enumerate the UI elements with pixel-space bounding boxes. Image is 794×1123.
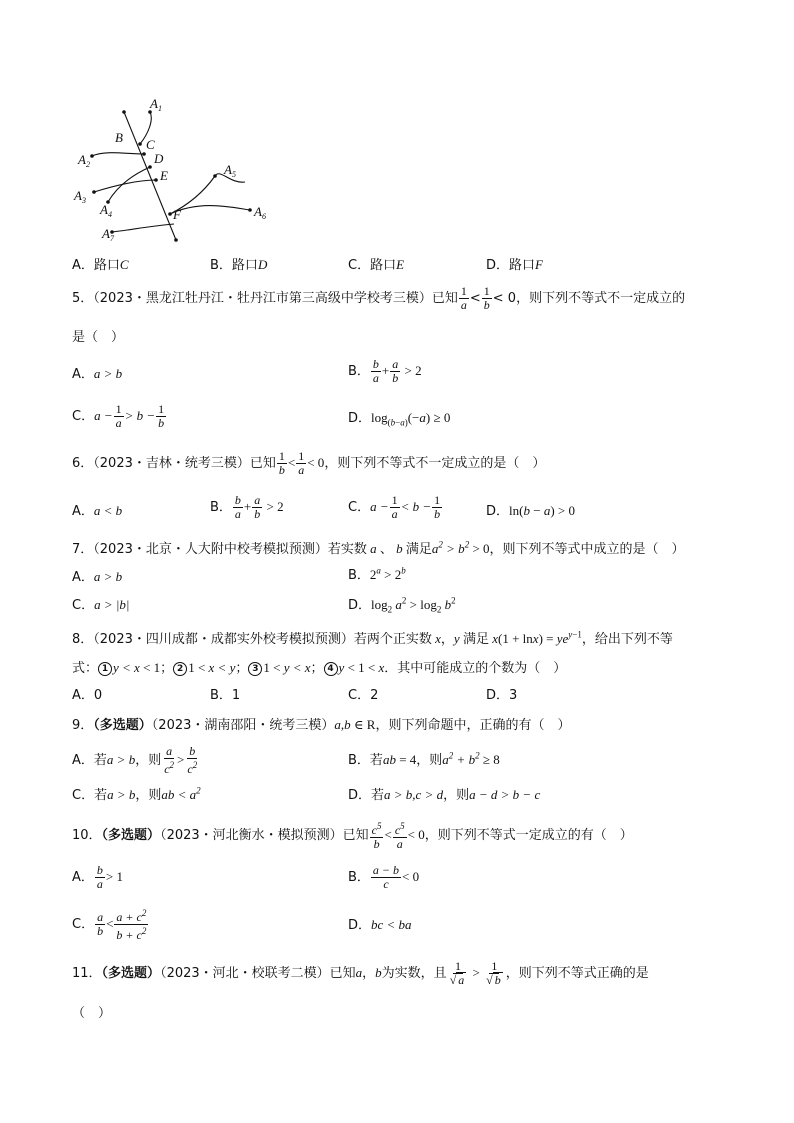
label-a6: $A_6$ [254,204,266,221]
label-e: E [160,168,168,183]
q6-option-b[interactable]: B． $\frac{b}{a}$ + $\frac{a}{b}$ > 2 [210,493,284,521]
q7-option-d[interactable]: D．$\log_2 a^2 > \log_2 b^2$ [348,595,456,615]
q5-option-d[interactable]: D．$\log_{(b-a)}(-a) \ge 0$ [348,410,451,428]
q9-option-a[interactable]: A．若a > b，则 $\frac{a}{c^2}$ > $\frac{b}{c^2}$ [72,744,198,776]
q5-option-b[interactable]: B． $\frac{b}{a}$ + $\frac{a}{b}$ > 2 [348,357,422,385]
q5-option-c[interactable]: C．a − $\frac{1}{a}$ > b − $\frac{1}{b}$ [72,402,165,430]
q4-option-a[interactable]: A．路口C [72,257,129,273]
q7-option-c[interactable]: C．a > |b| [72,597,130,613]
q5-stem-line2: 是（ ） [72,330,125,345]
q6-option-c[interactable]: C．a − $\frac{1}{a}$ < b − $\frac{1}{b}$ [348,493,441,521]
label-a5: $A_5$ [224,162,236,179]
q8-stem: 8．（2023・四川成都・成都实外校考模拟预测）若两个正实数 x，y 满足 $x(1 + \ln x) = ye^{y-1}$，给出下列不等 [72,629,673,647]
q4-option-b[interactable]: B．路口D [210,257,268,273]
q6-option-d[interactable]: D．ln(b − a) > 0 [486,503,575,519]
label-a1: $A_1$ [150,96,162,113]
q10-option-a[interactable]: A． $\frac{b}{a}$ > 1 [72,863,123,891]
label-a2: $A_2$ [78,152,90,169]
label-a7: $A_7$ [102,226,114,243]
label-f: F [173,207,181,222]
q7-stem: 7．（2023・北京・人大附中校考模拟预测）若实数 a 、 b 满足$a^2 > b^2 > 0$，则下列不等式中成立的是（ ） [72,539,685,557]
label-d: D [154,151,164,166]
q10-option-c[interactable]: C． $\frac{a}{b}$ < $\frac{a + c^2}{b + c^2}$ [72,908,147,942]
q4-option-d[interactable]: D．路口F [486,257,543,273]
q9-option-d[interactable]: D．若a > b,c > d，则a − d > b − c [348,787,541,803]
q11-stem: 11．（多选题）（2023・河北・校联考二模）已知a，b为实数，且 $\frac{1}{√ a}$ > $\frac{1}{√ b}$ ，则下列不等式正确的是 [72,959,649,987]
q10-option-b[interactable]: B． $\frac{a - b}{c}$ < 0 [348,863,420,891]
q10-option-d[interactable]: D．bc < ba [348,917,412,933]
q11-stem-line2: （ ） [72,1006,112,1021]
q6-option-a[interactable]: A．a < b [72,503,123,519]
q10-stem: 10．（多选题）（2023・河北衡水・模拟预测）已知 $\frac{c^5}{b}$ < $\frac{c^5}{a}$ < 0，则下列不等式一定成立的有（ ） [72,821,633,851]
q8-option-b[interactable]: B．1 [210,688,241,703]
q5-stem: 5．（2023・黑龙江牡丹江・牡丹江市第三高级中学校考三模）已知 $\frac{1}{a}$ < $\frac{1}{b}$ < 0，则下列不等式不一定成立的 [72,284,686,312]
q8-option-c[interactable]: C．2 [348,688,379,703]
q9-option-c[interactable]: C．若a > b，则ab < $a^2$ [72,785,201,803]
label-b: B [115,130,123,145]
q4-option-c[interactable]: C．路口E [348,257,405,273]
q5-option-a[interactable]: A．a > b [72,366,123,382]
label-a3: $A_3$ [74,188,86,205]
q6-stem: 6．（2023・吉林・统考三模）已知 $\frac{1}{b}$ < $\frac{1}{a}$ < 0，则下列不等式不一定成立的是（ ） [72,449,546,477]
q9-option-b[interactable]: B．若ab = 4，则$a^2 + b^2 \ge 8$ [348,750,500,768]
q8-option-a[interactable]: A．0 [72,688,103,703]
label-c: C [146,137,155,152]
q8-option-d[interactable]: D．3 [486,688,518,703]
q7-option-b[interactable]: B．$2^a > 2^b$ [348,565,406,583]
q7-option-a[interactable]: A．a > b [72,569,123,585]
q8-stem-line2: 式： 1 y < x < 1； 2 1 < x < y； 3 1 < y < x； 4 y < 1 < x．其中可能成立的个数为（ ） [72,660,567,676]
q9-stem: 9．（多选题）（2023・湖南邵阳・统考三模）a,b ∈ R，则下列命题中，正确的有（ ） [72,717,571,733]
label-a4: $A_4$ [100,202,112,219]
road-diagram [70,92,280,252]
